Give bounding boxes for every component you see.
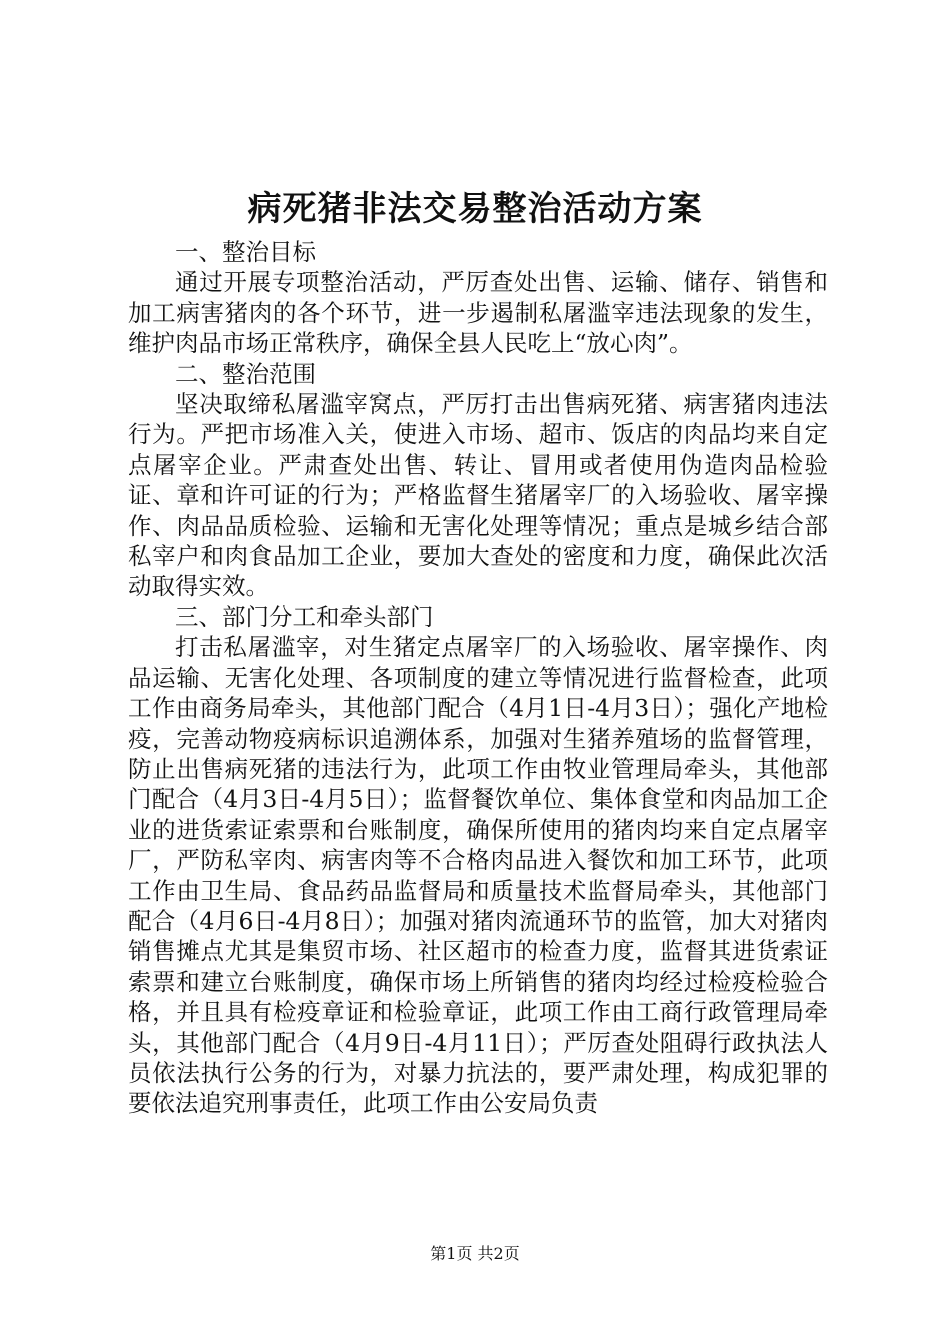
section-text-1: 通过开展专项整治活动，严厉查处出售、运输、储存、销售和加工病害猪肉的各个环节，进一步遏制私屠滥宰违法现象的发生，维护肉品市场正常秩序，确保全县人民吃上“放心肉”。 <box>128 268 828 358</box>
document-title: 病死猪非法交易整治活动方案 <box>247 189 703 229</box>
section-heading-2: 二、整治范围 <box>175 359 316 388</box>
section-heading-1: 一、整治目标 <box>175 238 316 266</box>
section-text-3: 打击私屠滥宰，对生猪定点屠宰厂的入场验收、屠宰操作、肉品运输、无害化处理、各项制度的建立等情况进行监督检查，此项工作由商务局牵头，其他部门配合（4月1日-4月3日）；强化产地检疫，完善动物疫病标识追溯体系，加强对生猪养殖场的监督管理，防止出售病死猪的违法行为，此项工作由牧业管理局牵头，其他部门配合（4月3日-4月5日）；监督餐饮单位、集体食堂和肉品加工企业的进货索证索票和台账制度，确保所使用的猪肉均来自定点屠宰厂，严防私宰肉、病害肉等不合格肉品进入餐饮和加工环节，此项工作由卫生局、食品药品监督局和质量技术监督局牵头，其他部门配合（4月6日-4月8日）；加强对猪肉流通环节的监管，加大对猪肉销售摊点尤其是集贸市场、社区超市的检查力度，监督其进货索证索票和建立台账制度，确保市场上所销售的猪肉均经过检疫检验合格，并且具有检疫章证和检验章证，此项工作由工商行政管理局牵头，其他部门配合（4月9日-4月11日）；严厉查处阻碍行政执法人员依法执行公务的行为，对暴力抗法的，要严肃处理，构成犯罪的要依法追究刑事责任，此项工作由公安局负责 <box>128 633 828 1118</box>
section-text-2: 坚决取缔私屠滥宰窝点，严厉打击出售病死猪、病害猪肉违法行为。严把市场准入关，使进入市场、超市、饭店的肉品均来自定点屠宰企业。严肃查处出售、转让、冒用或者使用伪造肉品检验证、章和许可证的行为；严格监督生猪屠宰厂的入场验收、屠宰操作、肉品品质检验、运输和无害化处理等情况；重点是城乡结合部私宰户和肉食品加工企业，要加大查处的密度和力度，确保此次活动取得实效。 <box>128 390 828 601</box>
section-heading-3: 三、部门分工和牵头部门 <box>175 602 434 631</box>
page-number-footer: 第1页 共2页 <box>430 1244 520 1263</box>
document-body <box>128 237 828 1119</box>
